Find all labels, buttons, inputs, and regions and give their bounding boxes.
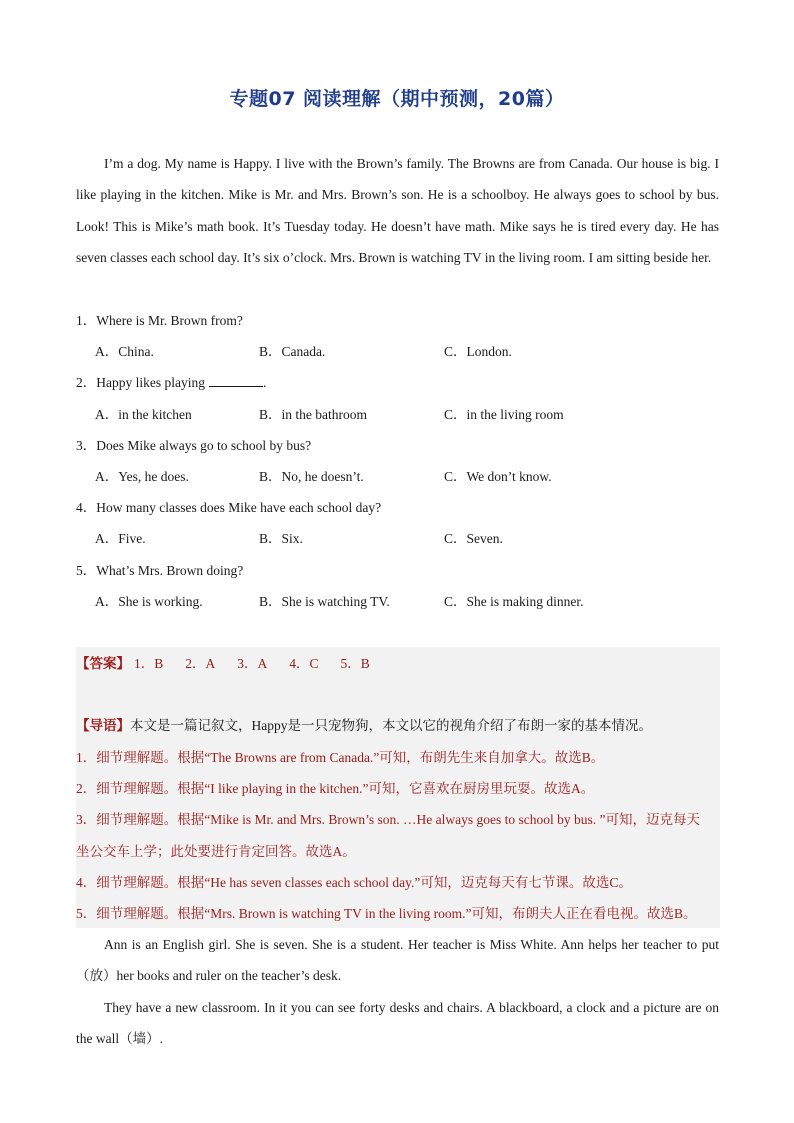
q4-option-c: C．Seven. — [444, 531, 503, 546]
q2-option-c: C．in the living room — [444, 407, 564, 422]
q5-option-c: C．She is making dinner. — [444, 594, 584, 609]
q1-option-b: B．Canada. — [259, 344, 326, 359]
answer-item: 1．B — [134, 656, 164, 671]
q5-option-b: B．She is watching TV. — [259, 594, 390, 609]
page-title: 专题07 阅读理解（期中预测，20篇） — [229, 88, 565, 110]
answer-line — [76, 654, 392, 674]
passage-2-paragraph-2: They have a new classroom. In it you can see forty desks and chairs. A blackboard, a clock and a picture are on the wall（墙）. — [76, 999, 719, 1046]
passage-2-paragraph-1: Ann is an English girl. She is seven. She is a student. Her teacher is Miss White. Ann helps her teacher to put（放）her books and ruler on the teacher’s desk. — [76, 937, 719, 984]
answer-blank — [209, 373, 263, 387]
explanation-line-3: 3．细节理解题。根据“Mike is Mr. and Mrs. Brown’s son. …He always goes to school by bus. ”可知，迈克每天 — [76, 812, 700, 827]
reading-passage-2 — [76, 929, 719, 1054]
guide-line — [76, 716, 652, 736]
question-4: 4．How many classes does Mike have each school day? — [76, 500, 382, 515]
answer-item: 3．A — [237, 656, 268, 671]
q4-option-b: B．Six. — [259, 531, 303, 546]
q3-option-a: A．Yes, he does. — [95, 469, 189, 484]
q5-option-a: A．She is working. — [95, 594, 203, 609]
q4-option-a: A．Five. — [95, 531, 146, 546]
explanation-line-3-cont: 坐公交车上学；此处要进行肯定回答。故选A。 — [76, 844, 356, 859]
question-2: 2．Happy likes playing . — [76, 375, 267, 390]
explanation-line-5: 5．细节理解题。根据“Mrs. Brown is watching TV in the living room.”可知，布朗夫人正在看电视。故选B。 — [76, 906, 697, 921]
q2-option-a: A．in the kitchen — [95, 407, 192, 422]
answer-item: 2．A — [185, 656, 216, 671]
guide-text: 本文是一篇记叙文，Happy是一只宠物狗，本文以它的视角介绍了布朗一家的基本情况。 — [130, 718, 652, 733]
question-3: 3．Does Mike always go to school by bus? — [76, 438, 312, 453]
passage-1-text: I’m a dog. My name is Happy. I live with the Brown’s family. The Browns are from Canada. Our house is big. I like playing in the kitchen. Mike is Mr. and Mrs. Brown’s son. He is a schoolboy. He always goes to school by bus. Look! This is Mike’s math book. It’s Tuesday today. He doesn’t have math. Mike says he is tired every day. He has seven classes each school day. It’s six o’clock. Mrs. Brown is watching TV in the living room. I am sitting beside her. — [76, 156, 719, 265]
q2-option-b: B．in the bathroom — [259, 407, 367, 422]
question-2-text: 2．Happy likes playing — [76, 375, 205, 390]
q3-option-c: C．We don’t know. — [444, 469, 552, 484]
answer-item: 5．B — [340, 656, 370, 671]
explanation-line-4: 4．细节理解题。根据“He has seven classes each school day.”可知，迈克每天有七节课。故选C。 — [76, 875, 632, 890]
answer-tag: 【答案】 — [76, 656, 130, 671]
explanation-line-2: 2．细节理解题。根据“I like playing in the kitchen.”可知，它喜欢在厨房里玩耍。故选A。 — [76, 781, 595, 796]
question-5: 5．What’s Mrs. Brown doing? — [76, 563, 244, 578]
q3-option-b: B．No, he doesn’t. — [259, 469, 364, 484]
q1-option-a: A．China. — [95, 344, 154, 359]
explanation-line-1: 1．细节理解题。根据“The Browns are from Canada.”可知，布朗先生来自加拿大。故选B。 — [76, 750, 605, 765]
q1-option-c: C．London. — [444, 344, 512, 359]
reading-passage-1 — [76, 148, 719, 273]
answer-item: 4．C — [289, 656, 319, 671]
guide-tag: 【导语】 — [76, 718, 130, 733]
question-1: 1．Where is Mr. Brown from? — [76, 313, 243, 328]
